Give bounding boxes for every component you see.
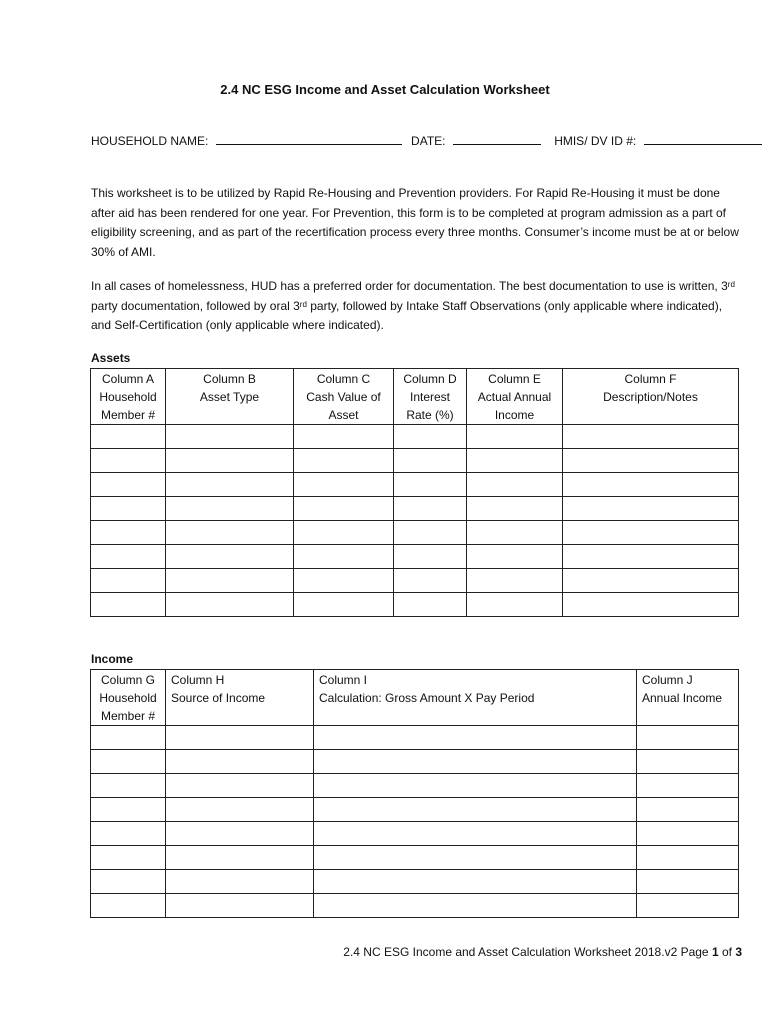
table-row bbox=[91, 497, 739, 521]
assets-header-cell bbox=[394, 369, 467, 425]
table-cell[interactable] bbox=[166, 569, 294, 593]
table-row bbox=[91, 521, 739, 545]
table-row bbox=[91, 774, 739, 798]
table-cell[interactable] bbox=[91, 846, 166, 870]
footer-text: 2.4 NC ESG Income and Asset Calculation Worksheet 2018.v2 Page bbox=[343, 945, 712, 959]
col-title-line1: Interest bbox=[409, 390, 451, 404]
hmis-id-field[interactable] bbox=[644, 133, 762, 145]
col-title-line1: Actual Annual bbox=[477, 390, 552, 404]
table-cell[interactable] bbox=[394, 593, 467, 617]
table-cell[interactable] bbox=[394, 521, 467, 545]
footer-of: of bbox=[718, 945, 736, 959]
table-cell[interactable] bbox=[314, 846, 637, 870]
table-cell[interactable] bbox=[563, 569, 739, 593]
table-cell[interactable] bbox=[91, 449, 166, 473]
income-header-cell bbox=[637, 670, 739, 726]
table-cell[interactable] bbox=[394, 473, 467, 497]
table-cell[interactable] bbox=[91, 593, 166, 617]
income-table-body bbox=[91, 726, 739, 918]
table-cell[interactable] bbox=[91, 425, 166, 449]
table-cell[interactable] bbox=[91, 870, 166, 894]
assets-header-cell bbox=[563, 369, 739, 425]
col-title-line2: Rate (%) bbox=[406, 408, 454, 422]
table-cell[interactable] bbox=[91, 822, 166, 846]
table-cell[interactable] bbox=[394, 545, 467, 569]
table-cell[interactable] bbox=[294, 473, 394, 497]
table-cell[interactable] bbox=[166, 593, 294, 617]
col-title-line1: Household bbox=[99, 390, 157, 404]
table-cell[interactable] bbox=[166, 822, 314, 846]
col-letter: Column B bbox=[203, 372, 256, 386]
table-cell[interactable] bbox=[314, 894, 637, 918]
col-title-line1: Cash Value of bbox=[306, 390, 381, 404]
table-cell[interactable] bbox=[637, 798, 739, 822]
col-title-line1: Asset Type bbox=[199, 390, 260, 404]
income-header-cell bbox=[91, 670, 166, 726]
income-header-cell bbox=[314, 670, 637, 726]
table-cell[interactable] bbox=[637, 726, 739, 750]
table-cell[interactable] bbox=[166, 473, 294, 497]
table-cell[interactable] bbox=[91, 569, 166, 593]
assets-header-row bbox=[91, 369, 739, 425]
table-cell[interactable] bbox=[394, 569, 467, 593]
table-cell[interactable] bbox=[467, 569, 563, 593]
table-cell[interactable] bbox=[563, 449, 739, 473]
table-cell[interactable] bbox=[91, 521, 166, 545]
table-cell[interactable] bbox=[91, 894, 166, 918]
col-title-line2: Income bbox=[494, 408, 535, 422]
doc-text-1: In all cases of homelessness, HUD has a preferred order for documentation. The best documentation to use is written, 3 bbox=[91, 279, 728, 293]
table-row bbox=[91, 750, 739, 774]
col-title-line1: Annual Income bbox=[642, 691, 723, 705]
table-row bbox=[91, 449, 739, 473]
assets-table bbox=[90, 368, 739, 617]
assets-header-cell bbox=[294, 369, 394, 425]
table-cell[interactable] bbox=[637, 750, 739, 774]
assets-header-cell bbox=[166, 369, 294, 425]
table-cell[interactable] bbox=[637, 774, 739, 798]
table-cell[interactable] bbox=[91, 774, 166, 798]
table-cell[interactable] bbox=[467, 473, 563, 497]
instructions-paragraph: This worksheet is to be utilized by Rapid Re-Housing and Prevention providers. For Rapid Re-Housing it must be done after aid has been rendered for one year. For Prevention, this form is to be completed at program admission as a part of eligibility screening, and as part of the recertification process every three months. Consumer’s income must be at or below 30% of AMI. bbox=[91, 186, 739, 259]
table-cell[interactable] bbox=[166, 521, 294, 545]
table-cell[interactable] bbox=[563, 593, 739, 617]
table-cell[interactable] bbox=[394, 449, 467, 473]
col-letter: Column H bbox=[171, 673, 225, 687]
table-cell[interactable] bbox=[563, 473, 739, 497]
table-cell[interactable] bbox=[467, 593, 563, 617]
income-table bbox=[90, 669, 739, 918]
col-title-line1: Source of Income bbox=[171, 691, 266, 705]
table-cell[interactable] bbox=[166, 425, 294, 449]
table-cell[interactable] bbox=[294, 593, 394, 617]
doc-text-2: party documentation, followed by oral 3 bbox=[91, 298, 300, 313]
table-cell[interactable] bbox=[91, 750, 166, 774]
col-title-line1: Calculation: Gross Amount X Pay Period bbox=[319, 691, 535, 705]
table-cell[interactable] bbox=[314, 798, 637, 822]
col-letter: Column G bbox=[100, 673, 156, 687]
table-cell[interactable] bbox=[294, 521, 394, 545]
col-letter: Column J bbox=[642, 673, 693, 687]
doc-text-3: party, followed by Intake Staff Observations (only applicable where indicated), and Self-Certification (only applicable where indicated). bbox=[91, 298, 723, 332]
table-cell[interactable] bbox=[294, 497, 394, 521]
col-letter: Column I bbox=[319, 673, 368, 687]
col-letter: Column E bbox=[488, 372, 541, 386]
table-cell[interactable] bbox=[314, 774, 637, 798]
table-cell[interactable] bbox=[166, 870, 314, 894]
table-cell[interactable] bbox=[314, 822, 637, 846]
assets-header-cell bbox=[467, 369, 563, 425]
hmis-id-label: HMIS/ DV ID #: bbox=[554, 134, 637, 148]
table-cell[interactable] bbox=[467, 449, 563, 473]
table-cell[interactable] bbox=[91, 473, 166, 497]
table-cell[interactable] bbox=[294, 449, 394, 473]
table-cell[interactable] bbox=[314, 870, 637, 894]
table-cell[interactable] bbox=[314, 750, 637, 774]
table-cell[interactable] bbox=[91, 798, 166, 822]
table-cell[interactable] bbox=[563, 497, 739, 521]
table-cell[interactable] bbox=[294, 425, 394, 449]
table-cell[interactable] bbox=[166, 774, 314, 798]
col-title-line1: Description/Notes bbox=[603, 390, 698, 404]
table-cell[interactable] bbox=[637, 822, 739, 846]
table-row bbox=[91, 593, 739, 617]
documentation-paragraph bbox=[91, 277, 739, 336]
table-cell[interactable] bbox=[563, 521, 739, 545]
table-cell[interactable] bbox=[637, 846, 739, 870]
table-row bbox=[91, 473, 739, 497]
col-title-line2: Member # bbox=[100, 709, 156, 723]
table-cell[interactable] bbox=[166, 894, 314, 918]
table-cell[interactable] bbox=[166, 846, 314, 870]
table-row bbox=[91, 846, 739, 870]
table-row bbox=[91, 798, 739, 822]
income-header-cell bbox=[166, 670, 314, 726]
table-row bbox=[91, 545, 739, 569]
col-title-line1: Household bbox=[99, 691, 157, 705]
page-footer bbox=[343, 945, 742, 959]
page-title: 2.4 NC ESG Income and Asset Calculation Worksheet bbox=[220, 82, 550, 97]
household-info-line bbox=[91, 133, 741, 148]
table-cell[interactable] bbox=[467, 425, 563, 449]
table-cell[interactable] bbox=[294, 569, 394, 593]
table-cell[interactable] bbox=[166, 726, 314, 750]
table-cell[interactable] bbox=[166, 545, 294, 569]
table-cell[interactable] bbox=[91, 726, 166, 750]
date-field[interactable] bbox=[453, 133, 541, 145]
assets-header-cell bbox=[91, 369, 166, 425]
table-cell[interactable] bbox=[467, 521, 563, 545]
table-cell[interactable] bbox=[166, 497, 294, 521]
doc-superscript-2: rd bbox=[299, 299, 307, 309]
table-row bbox=[91, 822, 739, 846]
table-cell[interactable] bbox=[166, 750, 314, 774]
table-cell[interactable] bbox=[314, 726, 637, 750]
date-label: DATE: bbox=[411, 134, 446, 148]
table-cell[interactable] bbox=[467, 545, 563, 569]
assets-section-label: Assets bbox=[91, 351, 131, 365]
table-row bbox=[91, 870, 739, 894]
assets-table-body bbox=[91, 425, 739, 617]
table-row bbox=[91, 425, 739, 449]
footer-page-number: 1 bbox=[711, 945, 719, 959]
household-name-field[interactable] bbox=[216, 133, 402, 145]
col-letter: Column C bbox=[316, 372, 371, 386]
table-cell[interactable] bbox=[294, 545, 394, 569]
col-letter: Column A bbox=[101, 372, 155, 386]
col-title-line2: Asset bbox=[328, 408, 359, 422]
income-section-label: Income bbox=[91, 652, 134, 666]
table-cell[interactable] bbox=[637, 894, 739, 918]
table-cell[interactable] bbox=[91, 497, 166, 521]
table-cell[interactable] bbox=[394, 425, 467, 449]
table-row bbox=[91, 726, 739, 750]
col-letter: Column F bbox=[624, 372, 677, 386]
table-cell[interactable] bbox=[637, 870, 739, 894]
table-cell[interactable] bbox=[563, 545, 739, 569]
table-cell[interactable] bbox=[467, 497, 563, 521]
income-header-row bbox=[91, 670, 739, 726]
footer-page-total: 3 bbox=[735, 945, 742, 959]
table-cell[interactable] bbox=[91, 545, 166, 569]
table-cell[interactable] bbox=[394, 497, 467, 521]
household-name-label: HOUSEHOLD NAME: bbox=[91, 134, 209, 148]
table-cell[interactable] bbox=[166, 449, 294, 473]
table-row bbox=[91, 569, 739, 593]
doc-superscript-1: rd bbox=[727, 280, 735, 289]
col-title-line2: Member # bbox=[100, 408, 156, 422]
table-cell[interactable] bbox=[563, 425, 739, 449]
table-cell[interactable] bbox=[166, 798, 314, 822]
col-letter: Column D bbox=[403, 372, 457, 386]
table-row bbox=[91, 894, 739, 918]
